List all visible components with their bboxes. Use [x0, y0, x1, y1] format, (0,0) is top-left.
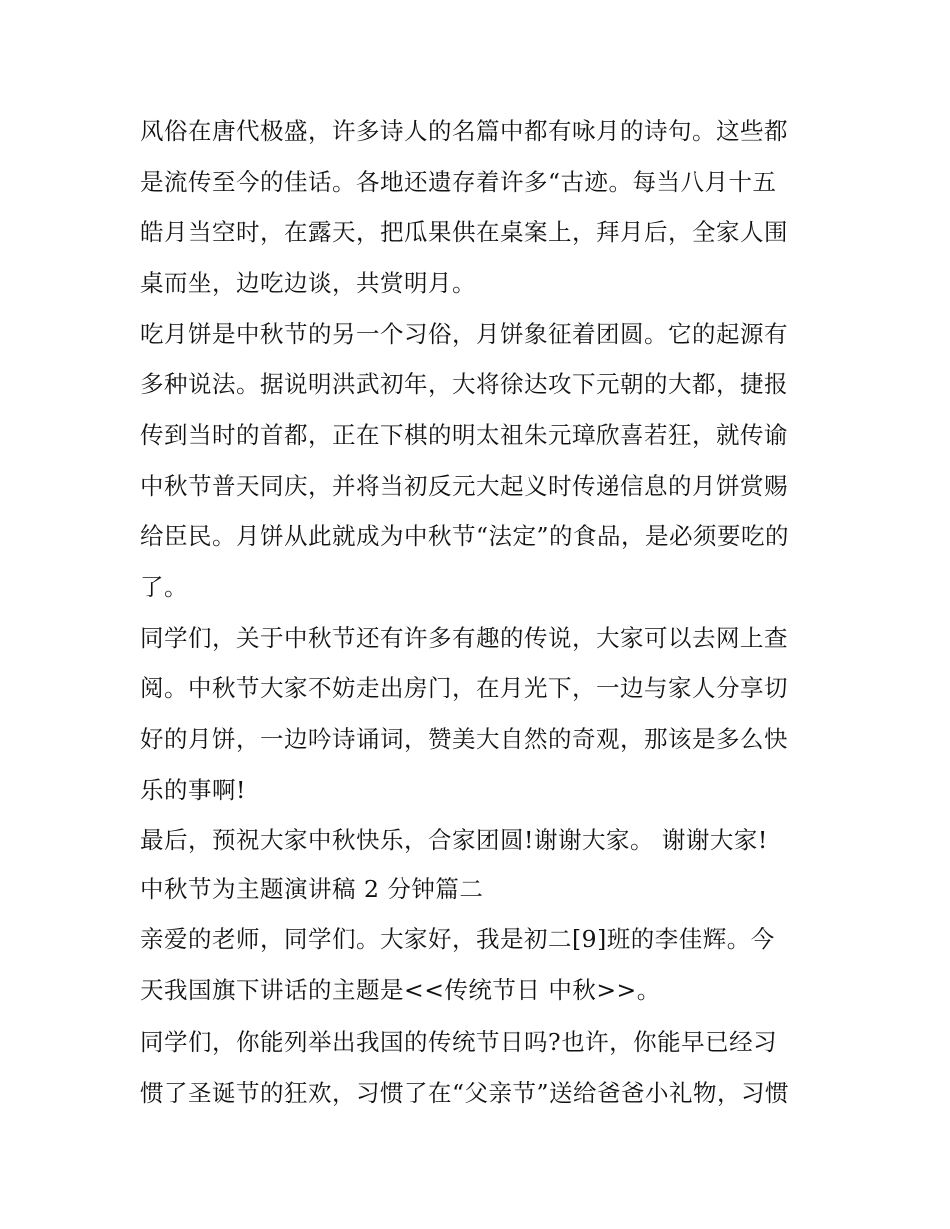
text-line: 同学们，关于中秋节还有许多有趣的传说，大家可以去网上查	[140, 624, 788, 652]
text-line: 给臣民。月饼从此就成为中秋节“法定”的食品，是必须要吃的	[140, 522, 790, 550]
text-line: 亲爱的老师，同学们。大家好，我是初二[9]班的李佳辉。今	[140, 925, 775, 953]
text-line: 风俗在唐代极盛，许多诗人的名篇中都有咏月的诗句。这些都	[140, 117, 788, 145]
text-line: 多种说法。据说明洪武初年，大将徐达攻下元朝的大都，捷报	[140, 370, 788, 398]
text-line: 好的月饼，一边吟诗诵词，赞美大自然的奇观，那该是多么快	[140, 725, 788, 753]
text-line: 桌而坐，边吃边谈，共赏明月。	[140, 269, 476, 297]
text-line: 阅。中秋节大家不妨走出房门，在月光下，一边与家人分享切	[140, 674, 788, 702]
text-line: 同学们，你能列举出我国的传统节日吗?也许，你能早已经习	[140, 1028, 778, 1056]
text-line: 惯了圣诞节的狂欢，习惯了在“父亲节”送给爸爸小礼物，习惯	[140, 1079, 790, 1107]
text-line: 了。	[140, 573, 188, 601]
text-line: 吃月饼是中秋节的另一个习俗，月饼象征着团圆。它的起源有	[140, 320, 788, 348]
text-line: 乐的事啊!	[140, 776, 246, 804]
section-heading: 中秋节为主题演讲稿 2 分钟篇二	[140, 875, 484, 903]
text-line: 最后，预祝大家中秋快乐，合家团圆!谢谢大家。 谢谢大家!	[140, 826, 768, 854]
text-line: 中秋节普天同庆，并将当初反元大起义时传递信息的月饼赏赐	[140, 472, 788, 500]
text-line: 天我国旗下讲话的主题是<<传统节日 中秋>>。	[140, 976, 661, 1004]
text-line: 传到当时的首都，正在下棋的明太祖朱元璋欣喜若狂，就传谕	[140, 421, 788, 449]
text-line: 是流传至今的佳话。各地还遗存着许多“古迹。每当八月十五	[140, 168, 777, 196]
text-line: 皓月当空时，在露天，把瓜果供在桌案上，拜月后，全家人围	[140, 218, 788, 246]
